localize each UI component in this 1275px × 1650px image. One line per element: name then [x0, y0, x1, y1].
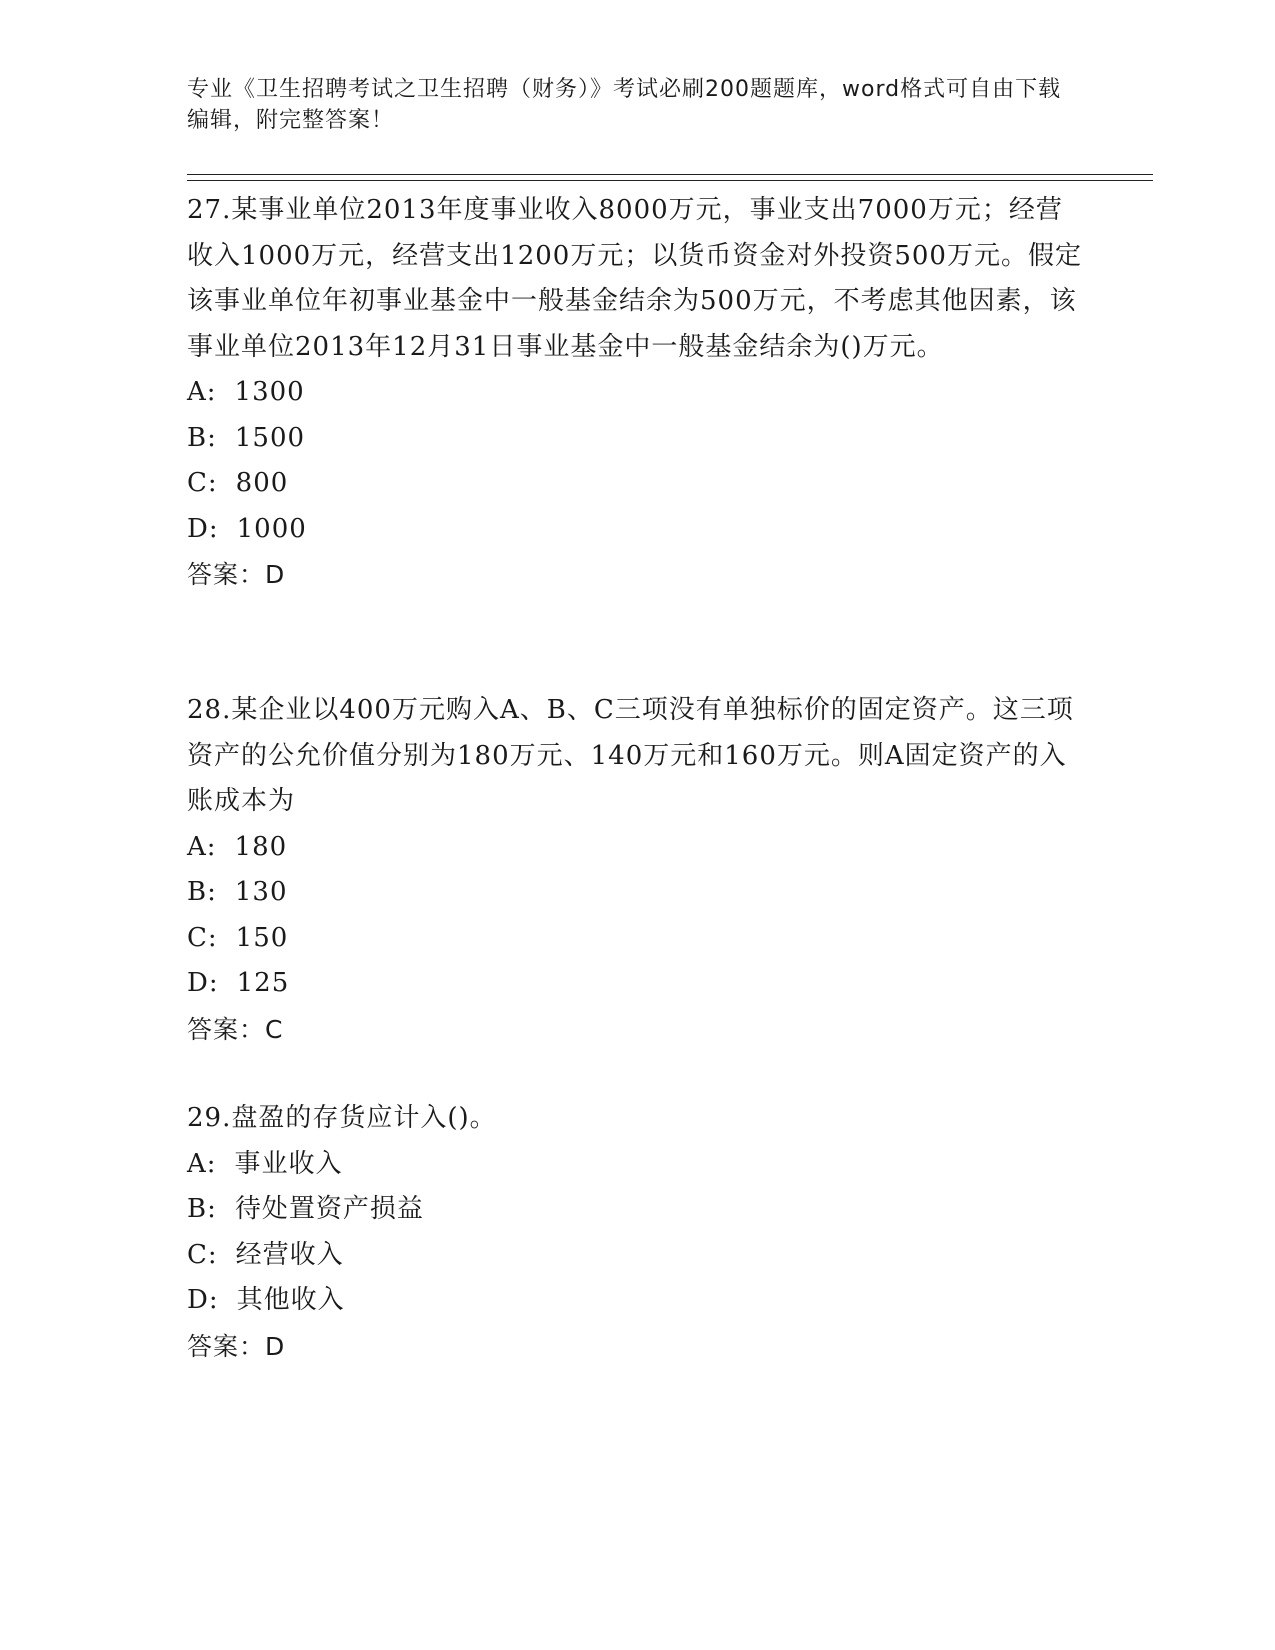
option-text: 1500: [234, 422, 306, 453]
option-key: B:: [187, 877, 217, 907]
answer-line: 答案：C: [187, 1014, 284, 1044]
option-key: C:: [187, 922, 218, 953]
option-key: B:: [187, 1194, 217, 1224]
option-text: 130: [234, 877, 288, 907]
option-key: C:: [187, 468, 218, 498]
option-key: B:: [187, 422, 217, 453]
option-a: [187, 370, 1087, 416]
option-b: [187, 870, 1087, 916]
question-stem: 29.盘盈的存货应计入()。: [187, 1103, 497, 1133]
option-text: 事业收入: [234, 1148, 343, 1179]
option-text: 1000: [236, 513, 307, 544]
question-27: [187, 188, 1087, 598]
option-a: [187, 825, 1087, 871]
answer-line: 答案：D: [187, 560, 286, 589]
option-key: D:: [187, 1285, 219, 1315]
option-a: [187, 1142, 1087, 1188]
header-rule-top: [187, 174, 1153, 175]
option-c: [187, 461, 1087, 507]
option-text: 125: [236, 968, 290, 998]
option-b: [187, 1187, 1087, 1233]
option-key: D:: [187, 513, 219, 544]
option-key: A:: [187, 1148, 217, 1179]
option-d: [187, 507, 1087, 553]
option-text: 1300: [234, 377, 305, 407]
option-text: 180: [234, 831, 288, 862]
option-key: A:: [187, 831, 217, 862]
option-text: 150: [235, 922, 289, 953]
question-stem: 28.某企业以400万元购入A、B、C三项没有单独标价的固定资产。这三项资产的公允价值分别为180万元、140万元和160万元。则A固定资产的入账成本为: [187, 695, 1074, 816]
question-stem: 27.某事业单位2013年度事业收入8000万元，事业支出7000万元；经营收入1000万元，经营支出1200万元；以货币资金对外投资500万元。假定该事业单位年初事业基金中一般基金结余为500万元，不考虑其他因素，该事业单位2013年12月31日事业基金中一般基金结余为()万元。: [187, 195, 1082, 362]
option-key: C:: [187, 1239, 218, 1270]
option-d: [187, 961, 1087, 1007]
option-text: 其他收入: [236, 1285, 345, 1315]
question-29: [187, 1096, 1087, 1369]
option-key: A:: [187, 377, 217, 407]
option-text: 经营收入: [235, 1239, 344, 1270]
header-rule-bottom: [187, 180, 1153, 181]
option-key: D:: [187, 968, 219, 998]
option-text: 待处置资产损益: [234, 1194, 424, 1224]
option-c: [187, 1233, 1087, 1279]
option-d: [187, 1278, 1087, 1324]
question-28: [187, 688, 1087, 1052]
option-b: [187, 416, 1087, 462]
option-text: 800: [235, 468, 289, 498]
option-c: [187, 916, 1087, 962]
document-header: 专业《卫生招聘考试之卫生招聘（财务）》考试必刷200题题库，word格式可自由下载编辑，附完整答案！: [187, 77, 1062, 133]
answer-line: 答案：D: [187, 1331, 286, 1361]
